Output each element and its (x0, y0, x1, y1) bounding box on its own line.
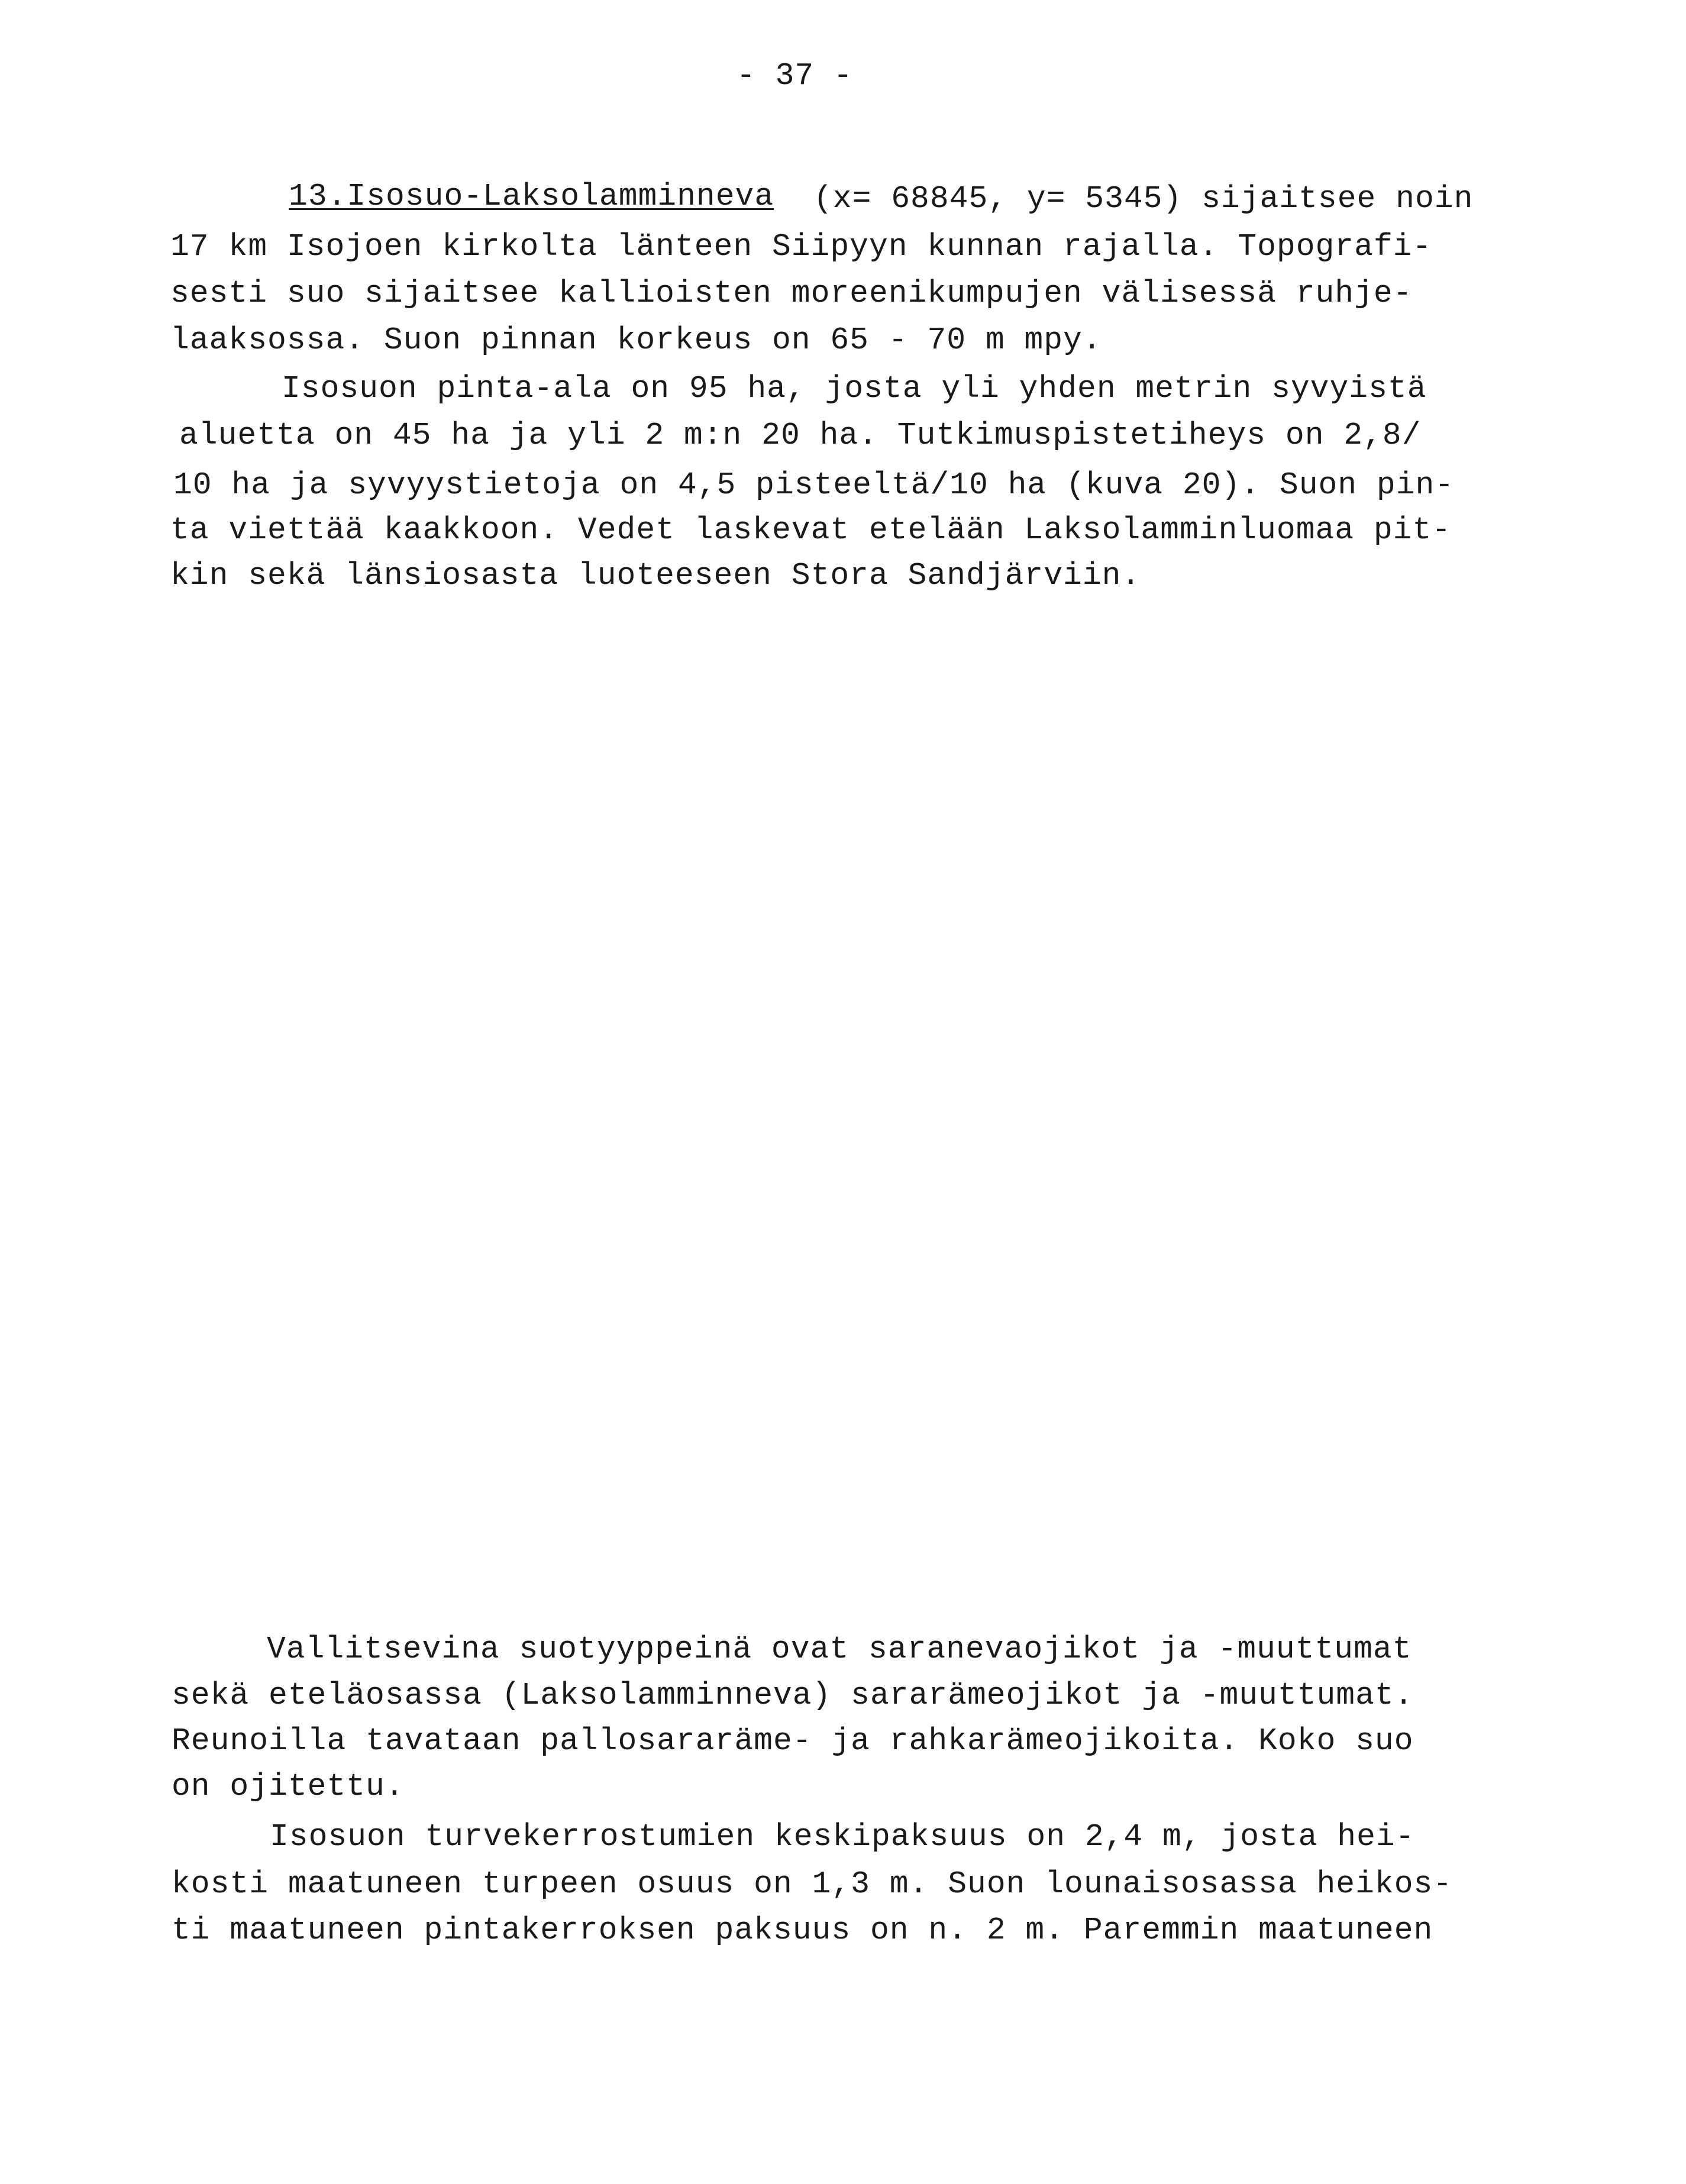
paragraph-line: on ojitettu. (172, 1769, 405, 1804)
paragraph-line: Isosuon pinta-ala on 95 ha, josta yli yhden metrin syvyistä (282, 371, 1427, 406)
paragraph-line: ti maatuneen pintakerroksen paksuus on n. 2 m. Paremmin maatuneen (172, 1912, 1433, 1948)
paragraph-line: Isosuon turvekerrostumien keskipaksuus on 2,4 m, josta hei- (270, 1819, 1415, 1855)
paragraph-line: Reunoilla tavataan pallosararäme- ja rahkarämeojikoita. Koko suo (172, 1723, 1414, 1759)
paragraph-line: Vallitsevina suotyyppeinä ovat saranevaojikot ja -muuttumat (267, 1631, 1412, 1667)
paragraph-line: kosti maatuneen turpeen osuus on 1,3 m. Suon lounaisosassa heikos- (172, 1866, 1453, 1902)
paragraph-line: laaksossa. Suon pinnan korkeus on 65 - 70 m mpy. (170, 322, 1102, 358)
paragraph-line: (x= 68845, y= 5345) sijaitsee noin (813, 181, 1474, 217)
paragraph-line: 10 ha ja syvyystietoja on 4,5 pisteeltä/10 ha (kuva 20). Suon pin- (173, 467, 1455, 503)
paragraph-line: ta viettää kaakkoon. Vedet laskevat etelään Laksolamminluomaa pit- (170, 512, 1452, 548)
section-heading: 13.Isosuo-Laksolamminneva (289, 179, 774, 214)
page-number: - 37 - (737, 58, 853, 93)
paragraph-line: sekä eteläosassa (Laksolamminneva) sararämeojikot ja -muuttumat. (172, 1678, 1414, 1713)
paragraph-line: aluetta on 45 ha ja yli 2 m:n 20 ha. Tutkimuspistetiheys on 2,8/ (179, 418, 1422, 453)
paragraph-line: sesti suo sijaitsee kallioisten moreenikumpujen välisessä ruhje- (170, 276, 1413, 311)
paragraph-line: 17 km Isojoen kirkolta länteen Siipyyn kunnan rajalla. Topografi- (170, 229, 1432, 264)
paragraph-line: kin sekä länsiosasta luoteeseen Stora Sandjärviin. (170, 558, 1141, 593)
